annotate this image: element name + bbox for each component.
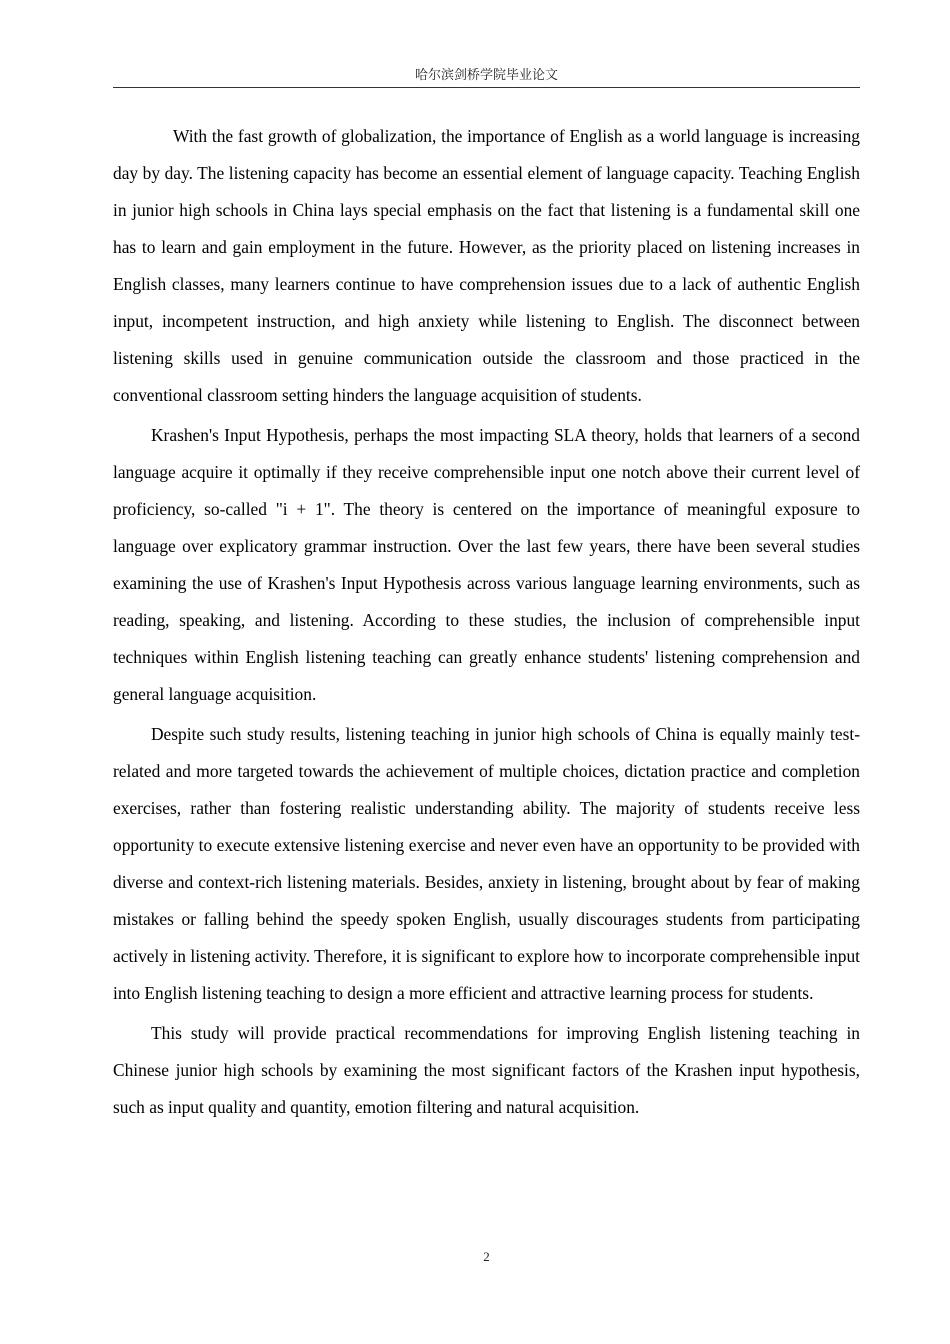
header-divider xyxy=(113,87,860,88)
paragraph-4: This study will provide practical recommendations for improving English listening teaching in Chinese junior high schools by examining the most significant factors of the Krashen input hypothesis, such as input quality and quantity, emotion filtering and natural acquisition. xyxy=(113,1023,860,1117)
paragraph-2: Krashen's Input Hypothesis, perhaps the most impacting SLA theory, holds that learners of a second language acquire it optimally if they receive comprehensible input one notch above their current level of proficiency, so-called "i + 1". The theory is centered on the importance of meaningful exposure to language over explicatory grammar instruction. Over the last few years, there have been several studies examining the use of Krashen's Input Hypothesis across various language learning environments, such as reading, speaking, and listening. According to these studies, the inclusion of comprehensible input techniques within English listening teaching can greatly enhance students' listening comprehension and general language acquisition. xyxy=(113,425,860,704)
paragraph-3: Despite such study results, listening teaching in junior high schools of China is equally mainly test-related and more targeted towards the achievement of multiple choices, dictation practice and completion exercises, rather than fostering realistic understanding ability. The majority of students receive less opportunity to execute extensive listening exercise and never even have an opportunity to be provided with diverse and context-rich listening materials. Besides, anxiety in listening, brought about by fear of making mistakes or falling behind the speedy spoken English, usually discourages students from participating actively in listening activity. Therefore, it is significant to explore how to incorporate comprehensible input into English listening teaching to design a more efficient and attractive learning process for students. xyxy=(113,724,860,1003)
paragraph-1: With the fast growth of globalization, the importance of English as a world language is increasing day by day. The listening capacity has become an essential element of language capacity. Teaching English in junior high schools in China lays special emphasis on the fact that listening is a fundamental skill one has to learn and gain employment in the future. However, as the priority placed on listening increases in English classes, many learners continue to have comprehension issues due to a lack of authentic English input, incompetent instruction, and high anxiety while listening to English. The disconnect between listening skills used in genuine communication outside the classroom and those practiced in the conventional classroom setting hinders the language acquisition of students. xyxy=(113,126,860,405)
document-body xyxy=(113,118,860,1129)
running-header: 哈尔滨剑桥学院毕业论文 xyxy=(414,67,558,82)
page-number: 2 xyxy=(483,1249,490,1264)
